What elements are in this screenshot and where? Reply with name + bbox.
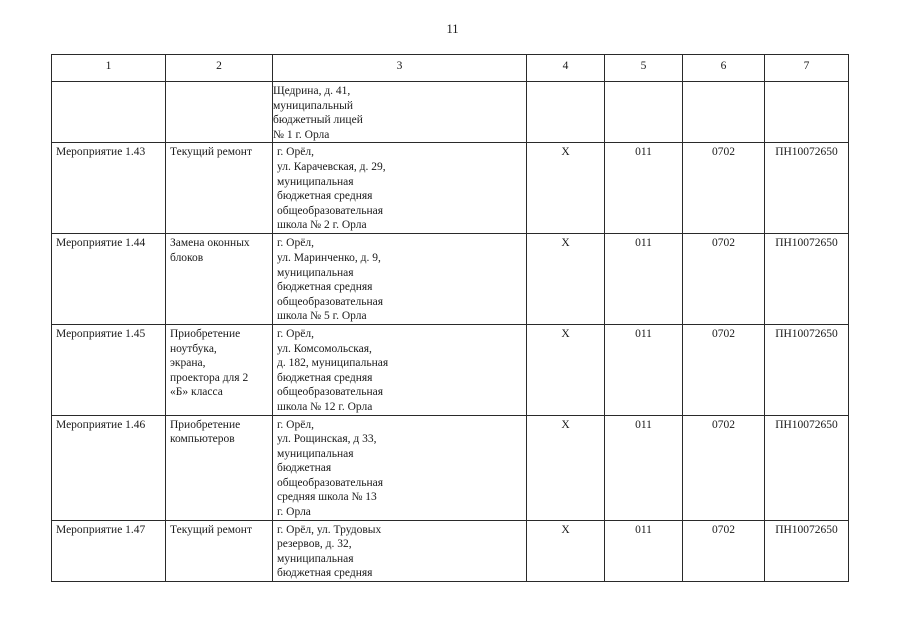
header-cell-3: 3	[273, 55, 527, 82]
table-row	[52, 143, 849, 234]
address-cell: г. Орёл, ул. Рощинская, д 33, муниципальная бюджетная общеобразовательная средняя школа № 13 г. Орла	[273, 415, 527, 520]
col3-cell	[527, 82, 605, 143]
col5-cell: 0702	[683, 520, 765, 581]
col3-cell: X	[527, 234, 605, 325]
col5-cell: 0702	[683, 143, 765, 234]
address-cell: Щедрина, д. 41, муниципальный бюджетный лицей № 1 г. Орла	[273, 82, 527, 143]
col6-cell: ПН10072650	[765, 143, 849, 234]
address-cell: г. Орёл, ул. Карачевская, д. 29, муниципальная бюджетная средняя общеобразовательная школа № 2 г. Орла	[273, 143, 527, 234]
col3-cell: X	[527, 324, 605, 415]
col6-cell: ПН10072650	[765, 415, 849, 520]
col5-cell	[683, 82, 765, 143]
header-row	[52, 55, 849, 82]
event-cell: Мероприятие 1.43	[52, 143, 166, 234]
col5-cell: 0702	[683, 324, 765, 415]
event-cell: Мероприятие 1.46	[52, 415, 166, 520]
col4-cell: 011	[605, 143, 683, 234]
header-cell-1: 1	[52, 55, 166, 82]
col3-cell: X	[527, 143, 605, 234]
budget-table	[51, 54, 849, 582]
header-cell-2: 2	[166, 55, 273, 82]
col4-cell: 011	[605, 324, 683, 415]
table-row	[52, 520, 849, 581]
header-cell-7: 7	[765, 55, 849, 82]
col5-cell: 0702	[683, 415, 765, 520]
col6-cell: ПН10072650	[765, 234, 849, 325]
col5-cell: 0702	[683, 234, 765, 325]
work-cell: Текущий ремонт	[166, 520, 273, 581]
table-row	[52, 82, 849, 143]
table-row	[52, 324, 849, 415]
page-number: 11	[446, 22, 459, 36]
table-row	[52, 415, 849, 520]
event-cell: Мероприятие 1.47	[52, 520, 166, 581]
work-cell	[166, 82, 273, 143]
event-cell: Мероприятие 1.44	[52, 234, 166, 325]
table-row	[52, 234, 849, 325]
event-cell	[52, 82, 166, 143]
col4-cell	[605, 82, 683, 143]
col6-cell	[765, 82, 849, 143]
col6-cell: ПН10072650	[765, 520, 849, 581]
address-cell: г. Орёл, ул. Комсомольская, д. 182, муниципальная бюджетная средняя общеобразовательная школа № 12 г. Орла	[273, 324, 527, 415]
col3-cell: X	[527, 415, 605, 520]
header-cell-5: 5	[605, 55, 683, 82]
address-cell: г. Орёл, ул. Трудовых резервов, д. 32, муниципальная бюджетная средняя	[273, 520, 527, 581]
col4-cell: 011	[605, 234, 683, 325]
col4-cell: 011	[605, 415, 683, 520]
col4-cell: 011	[605, 520, 683, 581]
address-cell: г. Орёл, ул. Маринченко, д. 9, муниципальная бюджетная средняя общеобразовательная школа № 5 г. Орла	[273, 234, 527, 325]
work-cell: Текущий ремонт	[166, 143, 273, 234]
work-cell: Замена оконных блоков	[166, 234, 273, 325]
event-cell: Мероприятие 1.45	[52, 324, 166, 415]
header-cell-4: 4	[527, 55, 605, 82]
col3-cell: X	[527, 520, 605, 581]
work-cell: Приобретение ноутбука, экрана, проектора для 2 «Б» класса	[166, 324, 273, 415]
work-cell: Приобретение компьютеров	[166, 415, 273, 520]
header-cell-6: 6	[683, 55, 765, 82]
col6-cell: ПН10072650	[765, 324, 849, 415]
